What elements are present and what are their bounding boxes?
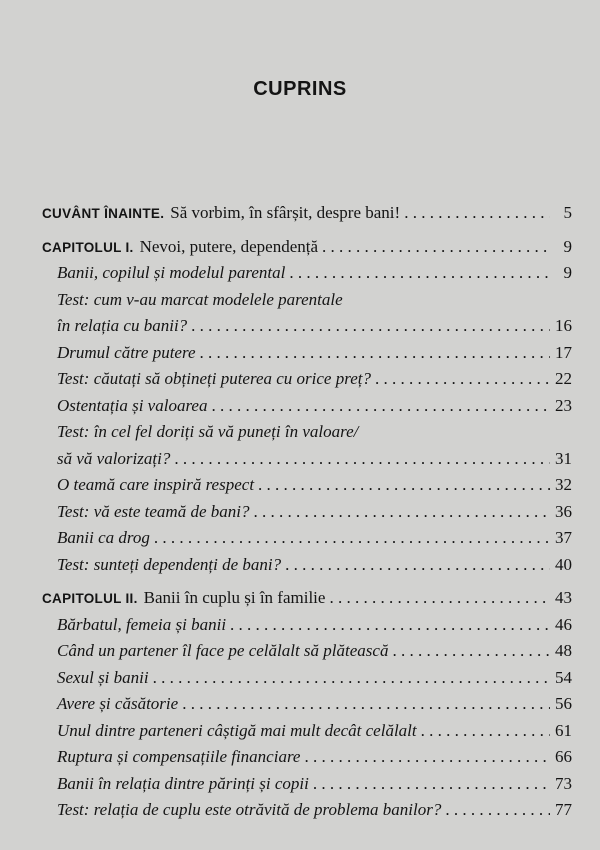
entry-title: O teamă care inspiră respect (57, 475, 255, 494)
dot-leader (253, 499, 550, 526)
toc-subentry (42, 287, 572, 314)
toc-subentry (42, 744, 572, 771)
entry-title: Banii ca drog (57, 528, 150, 547)
toc-subentry (42, 499, 572, 526)
entry-title: Test: cum v-au marcat modelele parentale (57, 289, 343, 309)
page-title: CUPRINS (253, 78, 347, 100)
entry-title: Banii, copilul și modelul parental (57, 263, 286, 282)
page-number: 54 (555, 667, 572, 687)
entry-title: Să vorbim, în sfârșit, despre bani! (170, 203, 401, 222)
dot-leader (313, 771, 550, 798)
entry-title: Banii în relația dintre părinți și copii (57, 773, 309, 793)
toc-subentry (42, 771, 572, 798)
toc-subentry (42, 313, 572, 340)
page-number: 66 (555, 747, 572, 766)
page-number: 32 (555, 475, 572, 494)
toc-subentry (42, 366, 572, 393)
dot-leader (375, 366, 550, 393)
dot-leader (200, 340, 551, 367)
toc-subentry (42, 446, 572, 473)
dot-leader (304, 744, 550, 771)
page-number: 31 (555, 448, 572, 468)
page-number: 73 (555, 773, 572, 793)
toc-subentry (42, 260, 572, 287)
entry-title: Test: sunteți dependenți de bani? (57, 554, 282, 574)
page-number: 77 (555, 800, 572, 819)
page-number: 22 (555, 369, 572, 388)
entry-title: Când un partener îl face pe celălalt să plătească (57, 641, 389, 660)
entry-title: Ostentația și valoarea (57, 395, 208, 415)
toc-subentry (42, 665, 572, 692)
dot-leader (289, 260, 550, 287)
dot-leader (230, 612, 550, 639)
toc-subentry (42, 638, 572, 665)
entry-title: Unul dintre parteneri câștigă mai mult decât celălalt (57, 720, 417, 740)
page-number: 46 (555, 614, 572, 634)
entry-title: Nevoi, putere, dependență (139, 236, 319, 256)
page-number: 16 (555, 316, 572, 335)
dot-leader (329, 585, 550, 612)
dot-leader (191, 313, 550, 340)
toc-subentry (42, 691, 572, 718)
page-number: 36 (555, 501, 572, 521)
page-number: 5 (563, 203, 572, 222)
chapter-label: CAPITOLUL II. (42, 591, 138, 606)
toc-subentry (42, 340, 572, 367)
entry-title: în relația cu banii? (57, 316, 188, 335)
entry-title: Sexul și banii (57, 667, 149, 687)
dot-leader (174, 446, 550, 473)
toc-chapter-entry (42, 200, 572, 227)
toc-subentry (42, 718, 572, 745)
toc-subentry (42, 797, 572, 824)
entry-title: Test: în cel fel doriți să vă puneți în valoare/ (57, 422, 359, 441)
toc-chapter-entry (42, 585, 572, 612)
page-number: 61 (555, 720, 572, 740)
entry-title: Bărbatul, femeia și banii (57, 614, 227, 634)
toc-subentry (42, 552, 572, 579)
page-number: 9 (563, 263, 572, 282)
dot-leader (154, 525, 550, 552)
dot-leader (404, 200, 550, 227)
table-of-contents (42, 200, 572, 824)
dot-leader (211, 393, 550, 420)
page-number: 17 (555, 342, 572, 362)
page-number: 9 (563, 236, 572, 256)
page-number: 56 (555, 694, 572, 713)
dot-leader (153, 665, 550, 692)
entry-title: Test: căutați să obțineți puterea cu orice preț? (57, 369, 371, 388)
dot-leader (182, 691, 550, 718)
dot-leader (445, 797, 550, 824)
dot-leader (258, 472, 550, 499)
dot-leader (322, 234, 550, 261)
entry-title: Ruptura și compensațiile financiare (57, 747, 301, 766)
dot-leader (421, 718, 550, 745)
chapter-label: CUVÂNT ÎNAINTE. (42, 206, 165, 221)
page-number: 23 (555, 395, 572, 415)
entry-title: Banii în cuplu și în familie (143, 588, 326, 607)
toc-subentry (42, 612, 572, 639)
chapter-label: CAPITOLUL I. (42, 239, 134, 255)
entry-title: Test: vă este teamă de bani? (57, 501, 250, 521)
dot-leader (392, 638, 550, 665)
toc-subentry (42, 525, 572, 552)
entry-title: să vă valorizați? (57, 448, 171, 468)
page-number: 37 (555, 528, 572, 547)
dot-leader (285, 552, 550, 579)
toc-subentry (42, 472, 572, 499)
entry-title: Test: relația de cuplu este otrăvită de problema banilor? (57, 800, 442, 819)
page-number: 43 (555, 588, 572, 607)
entry-title: Drumul către putere (57, 342, 196, 362)
toc-subentry (42, 419, 572, 446)
page-number: 40 (555, 554, 572, 574)
page-number: 48 (555, 641, 572, 660)
toc-subentry (42, 393, 572, 420)
entry-title: Avere și căsătorie (57, 694, 179, 713)
toc-chapter-entry (42, 234, 572, 261)
